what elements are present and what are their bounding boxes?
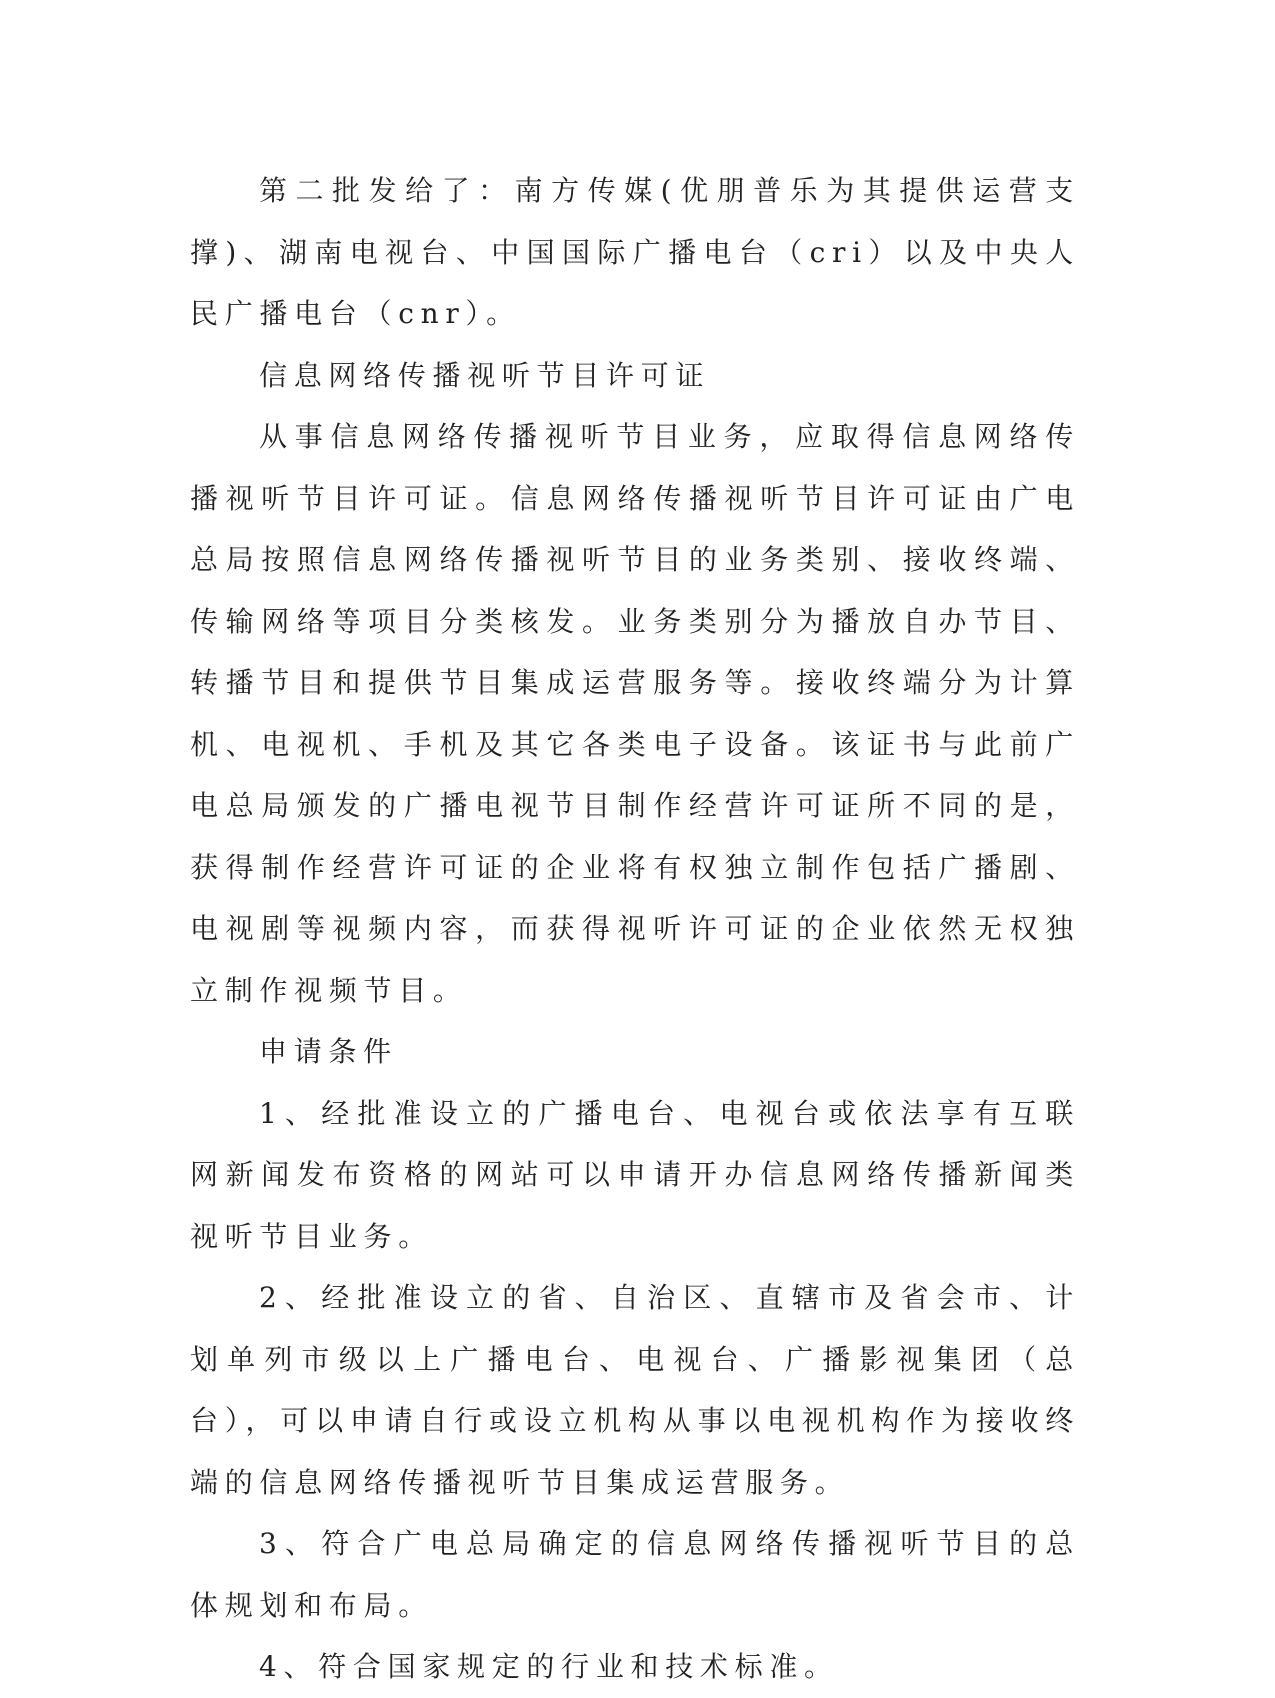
heading-license: 信息网络传播视听节目许可证 xyxy=(259,358,711,392)
condition-item-2: 2、经批准设立的省、自治区、直辖市及省会市、计划单列市级以上广播电台、电视台、广播影视集团（总台），可以申请自行或设立机构从事以电视机构作为接收终端的信息网络传播视听节目集成运营服务。 xyxy=(190,1281,1080,1499)
condition-item-3: 3、符合广电总局确定的信息网络传播视听节目的总体规划和布局。 xyxy=(190,1527,1080,1622)
document-body xyxy=(190,160,1080,1698)
heading-application-conditions: 申请条件 xyxy=(259,1035,398,1068)
condition-item-4: 4、符合国家规定的行业和技术标准。 xyxy=(259,1650,839,1683)
condition-item-1: 1、经批准设立的广播电台、电视台或依法享有互联网新闻发布资格的网站可以申请开办信息网络传播新闻类视听节目业务。 xyxy=(190,1096,1080,1253)
paragraph-second-batch: 第二批发给了：南方传媒(优朋普乐为其提供运营支撑)、湖南电视台、中国国际广播电台（cri）以及中央人民广播电台（cnr）。 xyxy=(190,174,1080,330)
paragraph-license-description: 从事信息网络传播视听节目业务，应取得信息网络传播视听节目许可证。信息网络传播视听节目许可证由广电总局按照信息网络传播视听节目的业务类别、接收终端、传输网络等项目分类核发。业务类别分为播放自办节目、转播节目和提供节目集成运营服务等。接收终端分为计算机、电视机、手机及其它各类电子设备。该证书与此前广电总局颁发的广播电视节目制作经营许可证所不同的是，获得制作经营许可证的企业将有权独立制作包括广播剧、电视剧等视频内容，而获得视听许可证的企业依然无权独立制作视频节目。 xyxy=(190,420,1080,1007)
